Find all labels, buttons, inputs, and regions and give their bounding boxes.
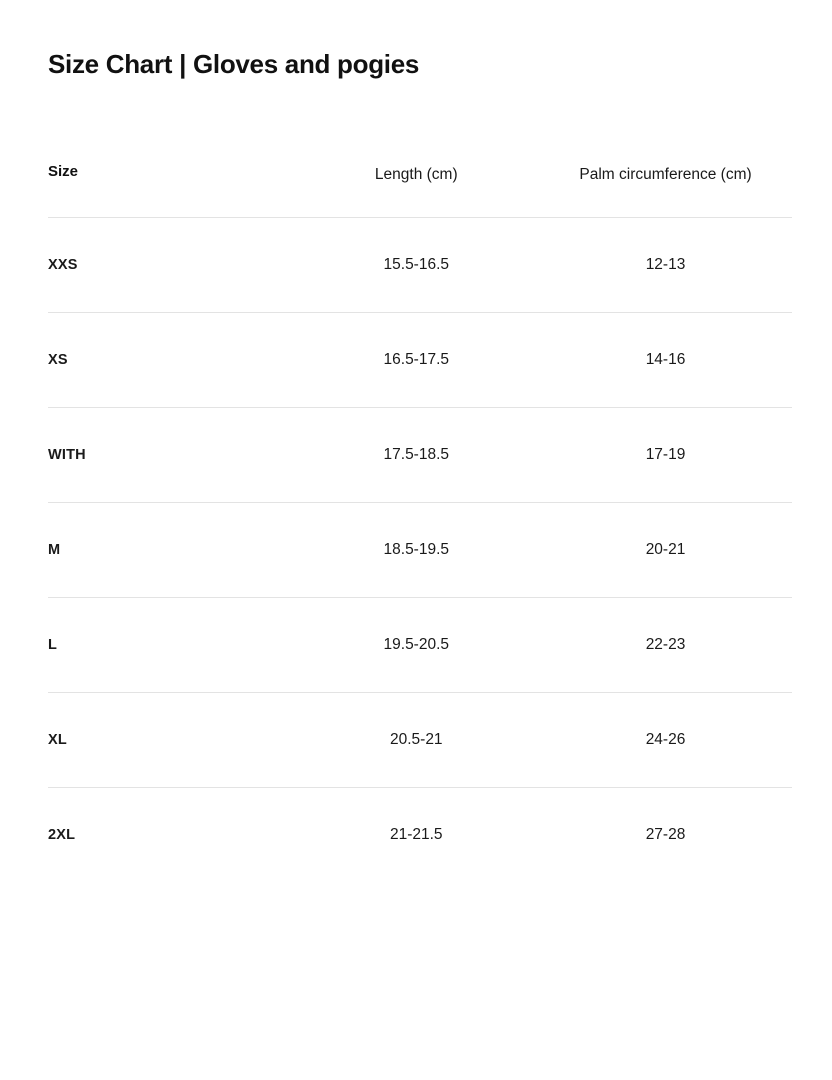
cell-length: 20.5-21 [389,730,443,748]
table-body [48,217,792,864]
cell-length: 18.5-19.5 [383,540,450,558]
table-header [48,163,792,218]
column-header-palm-circumference: Palm circumference (cm) [579,165,752,183]
cell-palm: 17-19 [645,445,686,463]
table-row [48,787,792,864]
cell-size: WITH [48,446,86,463]
table-row [48,407,792,502]
cell-length: 19.5-20.5 [383,635,450,653]
cell-length: 21-21.5 [389,825,443,843]
cell-palm: 27-28 [645,825,686,843]
cell-palm: 12-13 [645,255,686,273]
table-row [48,502,792,597]
table-header-row [48,163,792,218]
cell-palm: 20-21 [645,540,686,558]
page-title: Size Chart | Gloves and pogies [48,49,420,79]
table-row [48,312,792,407]
cell-size: XXS [48,256,78,273]
cell-size: XS [48,351,68,368]
cell-palm: 14-16 [645,350,686,368]
cell-size: 2XL [48,826,76,843]
cell-size: L [48,636,58,653]
column-header-size: Size [48,162,79,180]
cell-size: M [48,541,61,558]
column-header-length: Length (cm) [374,165,458,183]
cell-palm: 24-26 [645,730,686,748]
table-row [48,217,792,312]
cell-length: 16.5-17.5 [383,350,450,368]
cell-length: 15.5-16.5 [383,255,450,273]
table-row [48,597,792,692]
cell-length: 17.5-18.5 [383,445,450,463]
table-row [48,692,792,787]
size-chart-table [48,163,792,864]
cell-size: XL [48,731,67,748]
cell-palm: 22-23 [645,635,686,653]
